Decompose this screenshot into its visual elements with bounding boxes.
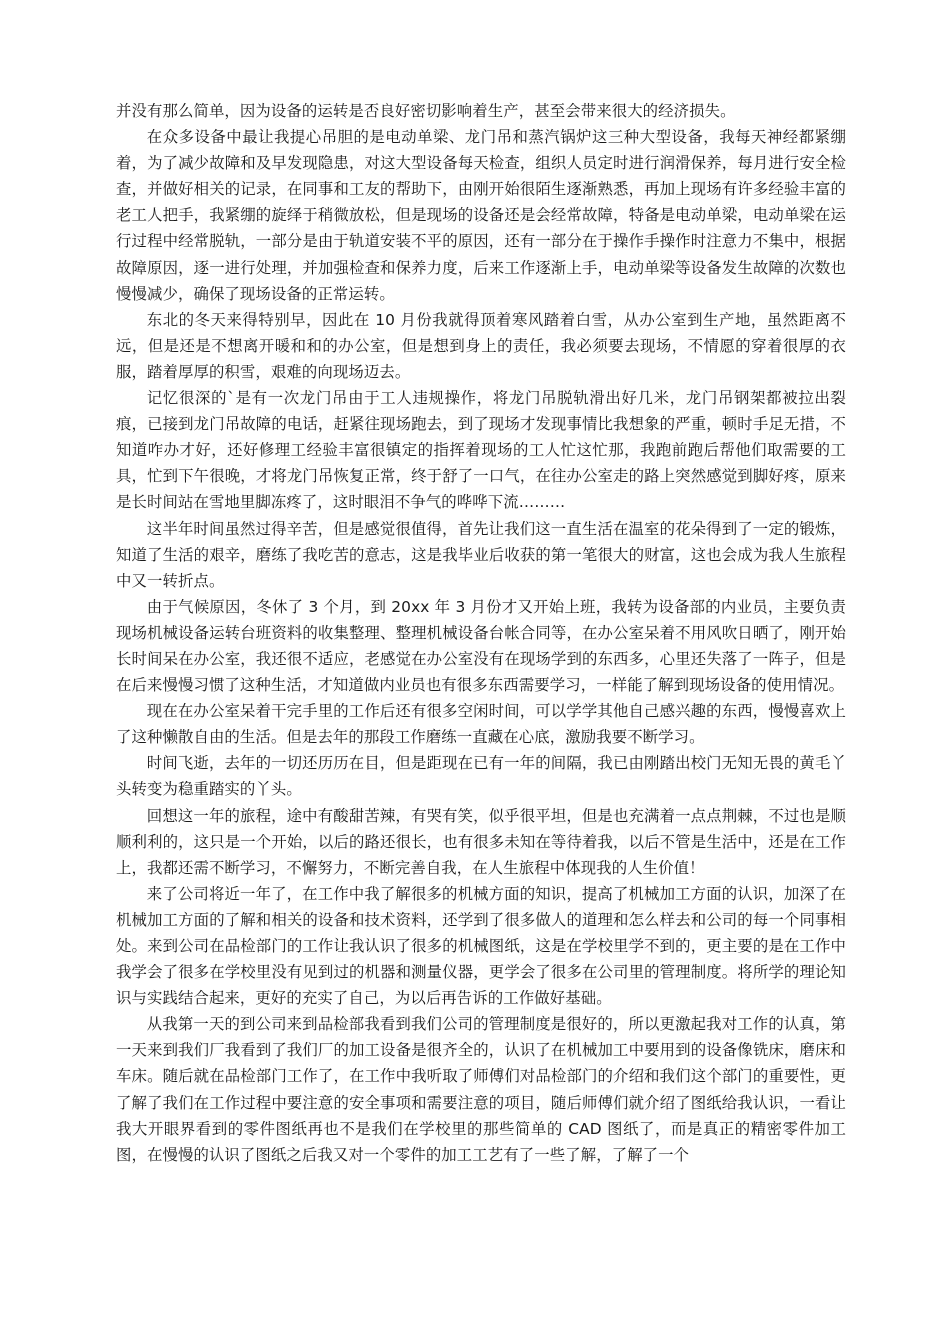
paragraph-5: 这半年时间虽然过得辛苦，但是感觉很值得，首先让我们这一直生活在温室的花朵得到了一定的锻炼，知道了生活的艰辛，磨练了我吃苦的意志，这是我毕业后收获的第一笔很大的财富，这也会成为我人生旅程中又一转折点。 <box>116 519 846 590</box>
paragraph-3: 东北的冬天来得特别早，因此在 10 月份我就得顶着寒风踏着白雪，从办公室到生产地，虽然距离不远，但是还是不想离开暖和和的办公室，但是想到身上的责任，我必须要去现场，不情愿的穿着很厚的衣服，踏着厚厚的积雪，艰难的向现场迈去。 <box>116 310 846 381</box>
document-body <box>116 98 846 1168</box>
paragraph-10: 来了公司将近一年了，在工作中我了解很多的机械方面的知识，提高了机械加工方面的认识，加深了在机械加工方面的了解和相关的设备和技术资料，还学到了很多做人的道理和怎么样去和公司的每一个同事相处。来到公司在品检部门的工作让我认识了很多的机械图纸，这是在学校里学不到的，更主要的是在工作中我学会了很多在学校里没有见到过的机器和测量仪器，更学会了很多在公司里的管理制度。将所学的理论知识与实践结合起来，更好的充实了自己，为以后再告诉的工作做好基础。 <box>116 884 846 1008</box>
paragraph-7: 现在在办公室呆着干完手里的工作后还有很多空闲时间，可以学学其他自己感兴趣的东西，慢慢喜欢上了这种懒散自由的生活。但是去年的那段工作磨练一直藏在心底，激励我要不断学习。 <box>116 702 846 747</box>
paragraph-8: 时间飞逝，去年的一切还历历在目，但是距现在已有一年的间隔，我已由刚踏出校门无知无畏的黄毛丫头转变为稳重踏实的丫头。 <box>116 754 846 799</box>
paragraph-4: 记忆很深的`是有一次龙门吊由于工人违规操作，将龙门吊脱轨滑出好几米，龙门吊钢架都被拉出裂痕，已接到龙门吊故障的电话，赶紧往现场跑去，到了现场才发现事情比我想象的严重，顿时手足无措，不知道咋办才好，还好修理工经验丰富很镇定的指挥着现场的工人忙这忙那，我跑前跑后帮他们取需要的工具，忙到下午很晚，才将龙门吊恢复正常，终于舒了一口气，在往办公室走的路上突然感觉到脚好疼，原来是长时间站在雪地里脚冻疼了，这时眼泪不争气的哗哗下流……… <box>116 389 846 512</box>
paragraph-11: 从我第一天的到公司来到品检部我看到我们公司的管理制度是很好的，所以更激起我对工作的认真，第一天来到我们厂我看到了我们厂的加工设备是很齐全的，认识了在机械加工中要用到的设备像铣床，磨床和车床。随后就在品检部门工作了，在工作中我听取了师傅们对品检部门的介绍和我们这个部门的重要性，更了解了我们在工作过程中要注意的安全事项和需要注意的项目，随后师傅们就介绍了图纸给我认识，一看让我大开眼界看到的零件图纸再也不是我们在学校里的那些简单的 CAD 图纸了，而是真正的精密零件加工图，在慢慢的认识了图纸之后我又对一个零件的加工工艺有了一些了解，了解了一个 <box>116 1015 846 1164</box>
paragraph-9: 回想这一年的旅程，途中有酸甜苦辣，有哭有笑，似乎很平坦，但是也充满着一点点荆棘，不过也是顺顺利利的，这只是一个开始，以后的路还很长，也有很多未知在等待着我，以后不管是生活中，还是在工作上，我都还需不断学习，不懈努力，不断完善自我，在人生旅程中体现我的人生价值！ <box>116 806 846 877</box>
paragraph-2: 在众多设备中最让我提心吊胆的是电动单梁、龙门吊和蒸汽锅炉这三种大型设备，我每天神经都紧绷着，为了减少故障和及早发现隐患，对这大型设备每天检查，组织人员定时进行润滑保养，每月进行安全检查，并做好相关的记录，在同事和工友的帮助下，由刚开始很陌生逐渐熟悉，再加上现场有许多经验丰富的老工人把手，我紧绷的旋绎于稍微放松，但是现场的设备还是会经常故障，特备是电动单梁，电动单梁在运行过程中经常脱轨，一部分是由于轨道安装不平的原因，还有一部分在于操作手操作时注意力不集中，根据故障原因，逐一进行处理，并加强检查和保养力度，后来工作逐渐上手，电动单梁等设备发生故障的次数也慢慢减少，确保了现场设备的正常运转。 <box>116 128 846 303</box>
paragraph-6: 由于气候原因，冬休了 3 个月，到 20xx 年 3 月份才又开始上班，我转为设备部的内业员，主要负责现场机械设备运转台班资料的收集整理、整理机械设备台帐合同等，在办公室呆着不用风吹日晒了，刚开始长时间呆在办公室，我还很不适应，老感觉在办公室没有在现场学到的东西多，心里还失落了一阵子，但是在后来慢慢习惯了这种生活，才知道做内业员也有很多东西需要学习，一样能了解到现场设备的使用情况。 <box>116 597 846 695</box>
paragraph-1: 并没有那么简单，因为设备的运转是否良好密切影响着生产，甚至会带来很大的经济损失。 <box>116 102 736 120</box>
